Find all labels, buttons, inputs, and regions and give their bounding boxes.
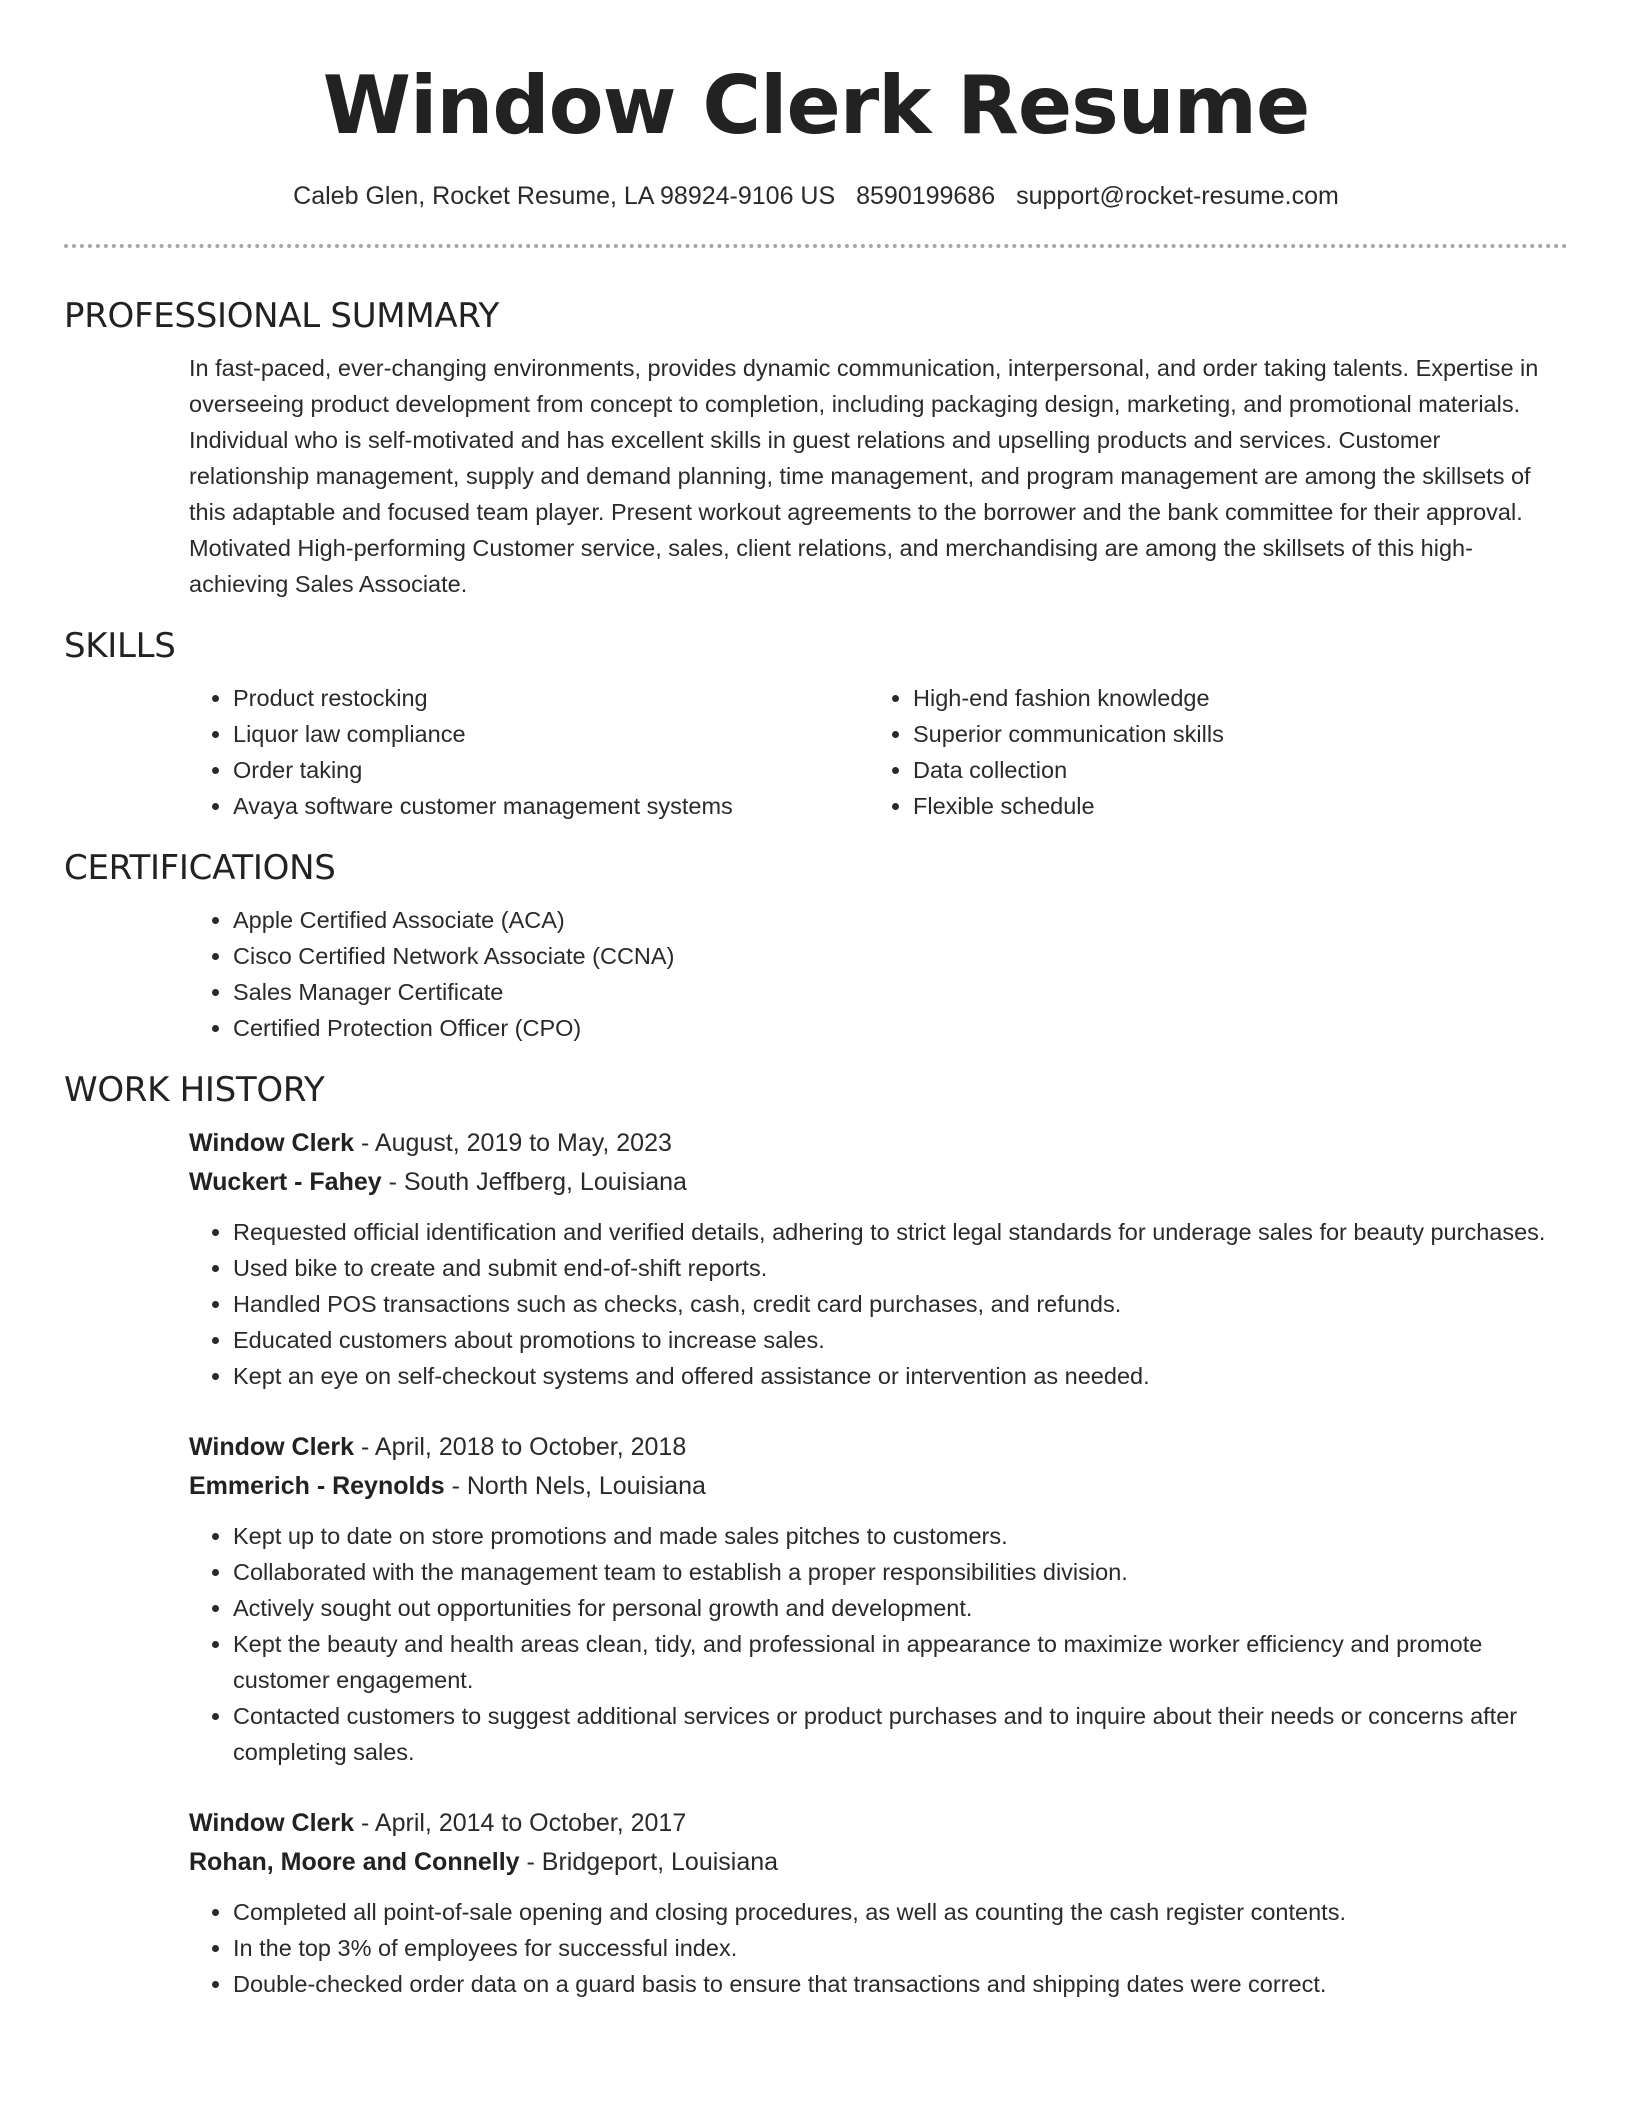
skills-heading: SKILLS [64, 626, 176, 666]
summary-text: In fast-paced, ever-changing environments, provides dynamic communication, interpersonal, and order taking talents. Expertise in overseeing product development from concept to completion, including packaging design, marketing, and promotional materials. Individual who is self-motivated and has excellent skills in guest relations and upselling products and services. Customer relationship management, supply and demand planning, time management, and program management are among the skillsets of this adaptable and focused team player. Present workout agreements to the borrower and the bank committee for their approval. Motivated High-performing Customer service, sales, client relations, and merchandising are among the skillsets of this high-achieving Sales Associate. [189, 355, 1539, 597]
job-title-line [189, 1804, 1568, 1843]
contact-line [64, 180, 1568, 212]
skill-item: • Avaya software customer management systems [233, 788, 869, 824]
skills-list-right [869, 680, 1549, 824]
certifications-list [189, 902, 1568, 1046]
job-duty-item: • Kept an eye on self-checkout systems and offered assistance or intervention as needed. [233, 1358, 1568, 1394]
certification-item: • Certified Protection Officer (CPO) [233, 1010, 1568, 1046]
job-duty-item: • Kept up to date on store promotions and made sales pitches to customers. [233, 1518, 1568, 1554]
work-history-heading: WORK HISTORY [64, 1070, 325, 1110]
skills-column-right [869, 680, 1549, 824]
job-title: Window Clerk [189, 1129, 355, 1157]
certification-item: • Apple Certified Associate (ACA) [233, 902, 1568, 938]
job-entry [189, 1804, 1568, 2002]
certifications-section [189, 902, 1568, 1046]
certification-item: • Cisco Certified Network Associate (CCNA) [233, 938, 1568, 974]
job-location: - South Jeffberg, Louisiana [381, 1168, 687, 1196]
job-duty-item: • Educated customers about promotions to increase sales. [233, 1322, 1568, 1358]
contact-address: Caleb Glen, Rocket Resume, LA 98924-9106 US [293, 182, 836, 210]
skills-column-left [189, 680, 869, 824]
job-duties-list [189, 1214, 1568, 1394]
summary-section [189, 350, 1568, 602]
skills-section [189, 680, 1568, 824]
header-divider [64, 244, 1568, 248]
job-company: Emmerich - Reynolds [189, 1472, 445, 1500]
contact-email: support@rocket-resume.com [1016, 182, 1339, 210]
job-entry [189, 1428, 1568, 1770]
job-company: Wuckert - Fahey [189, 1168, 382, 1196]
job-entry [189, 1124, 1568, 1394]
skill-item: • High-end fashion knowledge [913, 680, 1549, 716]
job-duty-item: • Completed all point-of-sale opening and closing procedures, as well as counting the cash register contents. [233, 1894, 1568, 1930]
certifications-heading: CERTIFICATIONS [64, 848, 336, 888]
skill-item: • Data collection [913, 752, 1549, 788]
job-duty-item: • Collaborated with the management team to establish a proper responsibilities division. [233, 1554, 1568, 1590]
job-dates: - April, 2018 to October, 2018 [354, 1433, 687, 1461]
job-duty-item: • Handled POS transactions such as checks, cash, credit card purchases, and refunds. [233, 1286, 1568, 1322]
certification-item: • Sales Manager Certificate [233, 974, 1568, 1010]
job-duty-item: • Kept the beauty and health areas clean, tidy, and professional in appearance to maximize worker efficiency and promote customer engagement. [233, 1626, 1568, 1698]
skill-item: • Flexible schedule [913, 788, 1549, 824]
job-title: Window Clerk [189, 1809, 355, 1837]
summary-heading: PROFESSIONAL SUMMARY [64, 296, 499, 336]
job-duty-item: • Contacted customers to suggest additional services or product purchases and to inquire about their needs or concerns after completing sales. [233, 1698, 1568, 1770]
skill-item: • Liquor law compliance [233, 716, 869, 752]
job-company-line [189, 1163, 1568, 1202]
job-duty-item: • In the top 3% of employees for successful index. [233, 1930, 1568, 1966]
job-title-line [189, 1124, 1568, 1163]
job-company-line [189, 1467, 1568, 1506]
job-company-line [189, 1843, 1568, 1882]
skill-item: • Product restocking [233, 680, 869, 716]
page-title: Window Clerk Resume [322, 59, 1310, 152]
job-dates: - August, 2019 to May, 2023 [354, 1129, 672, 1157]
job-duty-item: • Actively sought out opportunities for personal growth and development. [233, 1590, 1568, 1626]
job-location: - Bridgeport, Louisiana [519, 1848, 779, 1876]
skill-item: • Superior communication skills [913, 716, 1549, 752]
job-duty-item: • Double-checked order data on a guard basis to ensure that transactions and shipping dates were correct. [233, 1966, 1568, 2002]
job-duty-item: • Used bike to create and submit end-of-shift reports. [233, 1250, 1568, 1286]
skills-list-left [189, 680, 869, 824]
job-dates: - April, 2014 to October, 2017 [354, 1809, 687, 1837]
contact-phone: 8590199686 [856, 182, 996, 210]
job-duties-list [189, 1518, 1568, 1770]
job-title-line [189, 1428, 1568, 1467]
job-title: Window Clerk [189, 1433, 355, 1461]
job-company: Rohan, Moore and Connelly [189, 1848, 520, 1876]
job-location: - North Nels, Louisiana [444, 1472, 706, 1500]
skill-item: • Order taking [233, 752, 869, 788]
job-duty-item: • Requested official identification and verified details, adhering to strict legal standards for underage sales for beauty purchases. [233, 1214, 1568, 1250]
job-duties-list [189, 1894, 1568, 2002]
